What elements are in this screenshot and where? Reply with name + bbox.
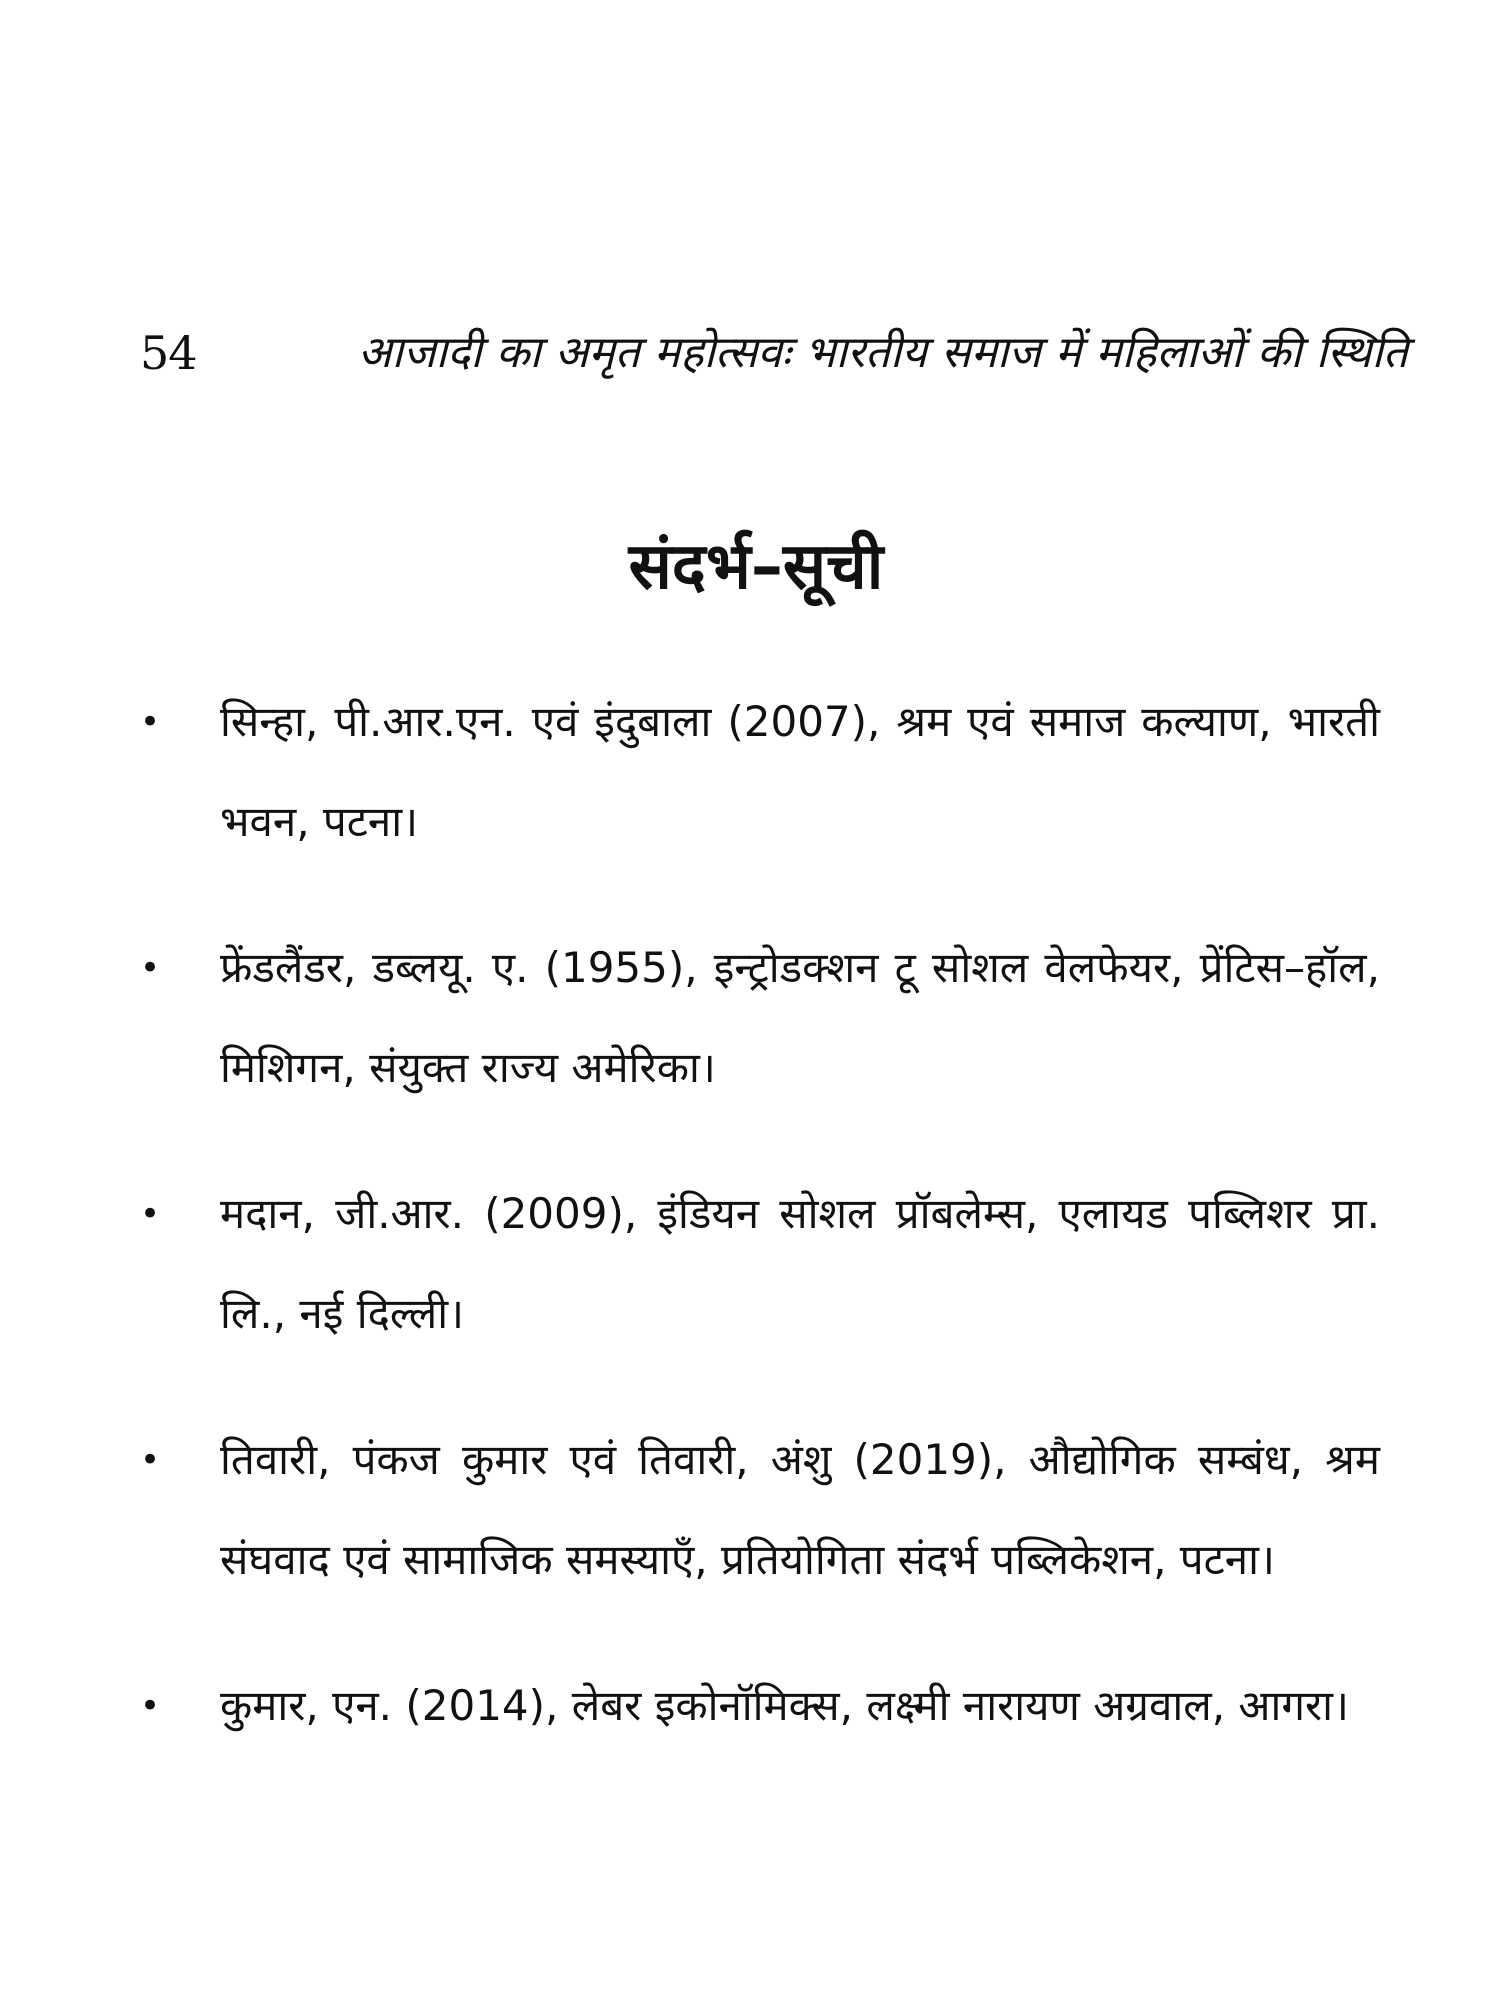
reference-text: तिवारी, पंकज कुमार एवं तिवारी, अंशु (2019), औद्योगिक सम्बंध, श्रम संघवाद एवं सामाजिक समस्याएँ, प्रतियोगिता संदर्भ पब्लिकेशन, पटना। — [220, 1435, 1380, 1584]
running-title: आजादी का अमृत महोत्सवः भारतीय समाज में महिलाओं की स्थिति — [357, 327, 1408, 378]
bullet-icon: • — [140, 948, 161, 988]
bullet-icon: • — [140, 702, 161, 742]
bullet-icon: • — [140, 1686, 161, 1726]
reference-list — [140, 672, 1380, 1802]
reference-item — [140, 1410, 1380, 1610]
reference-item — [140, 672, 1380, 872]
bullet-icon: • — [140, 1194, 161, 1234]
reference-item — [140, 1164, 1380, 1364]
reference-text: फ्रेंडलैंडर, डब्लयू. ए. (1955), इन्ट्रोडक्शन टू सोशल वेलफेयर, प्रेंटिस–हॉल, मिशिगन, संयुक्त राज्य अमेरिका। — [220, 943, 1380, 1092]
bullet-icon: • — [140, 1440, 161, 1480]
section-title: संदर्भ–सूची — [628, 530, 884, 604]
reference-text: मदान, जी.आर. (2009), इंडियन सोशल प्रॉबलेम्स, एलायड पब्लिशर प्रा. लि., नई दिल्ली। — [220, 1189, 1380, 1338]
reference-item — [140, 918, 1380, 1118]
running-header — [140, 320, 1408, 390]
reference-item — [140, 1656, 1380, 1756]
page-number: 54 — [140, 326, 197, 380]
reference-text: सिन्हा, पी.आर.एन. एवं इंदुबाला (2007), श्रम एवं समाज कल्याण, भारती भवन, पटना। — [220, 697, 1380, 846]
reference-text: कुमार, एन. (2014), लेबर इकोनॉमिक्स, लक्ष्मी नारायण अग्रवाल, आगरा। — [220, 1681, 1349, 1730]
